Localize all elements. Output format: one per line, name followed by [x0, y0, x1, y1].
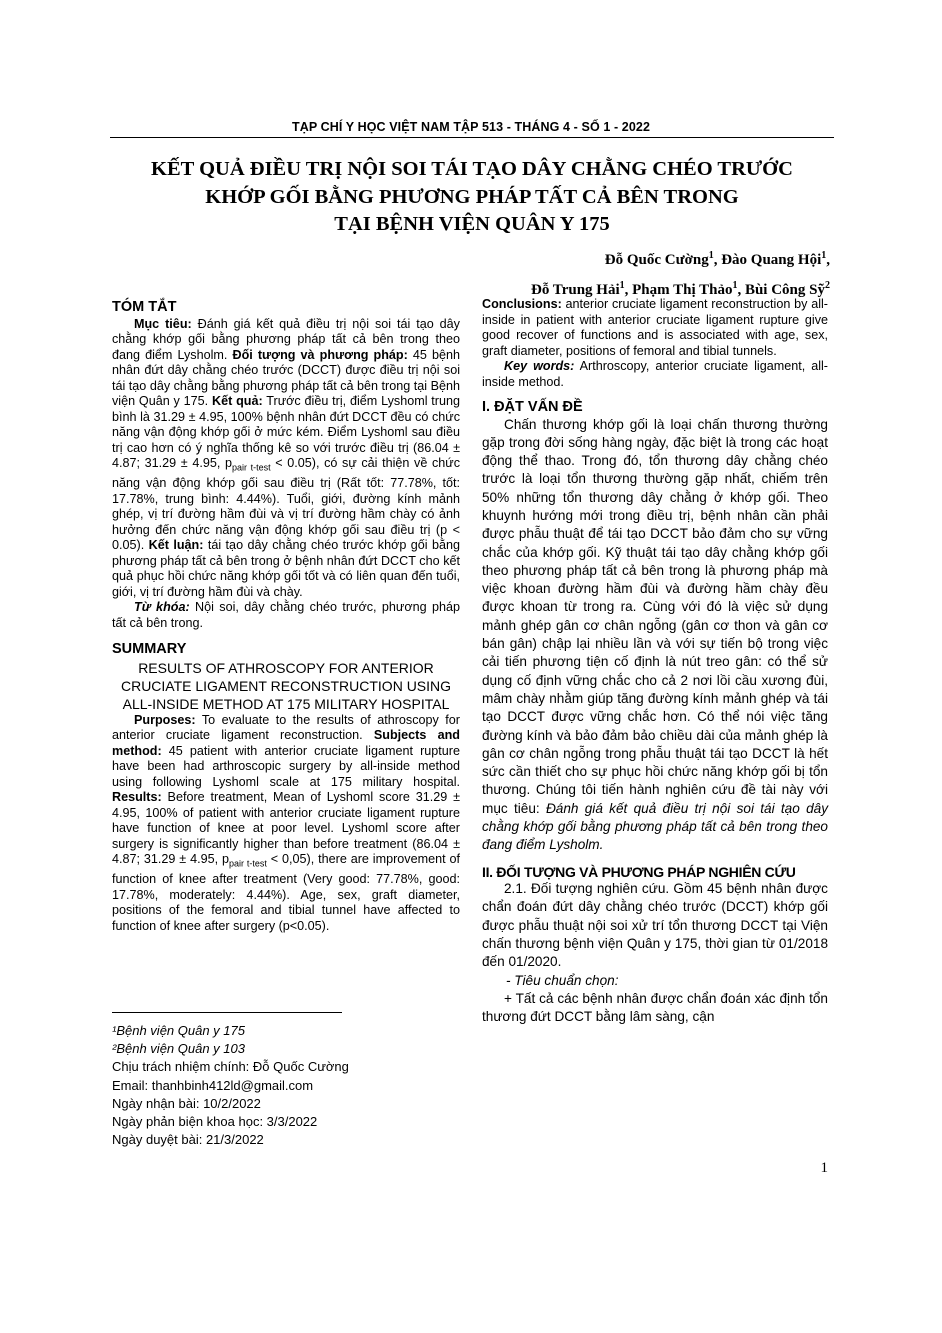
abstract-vi-heading: TÓM TẮT [112, 299, 177, 315]
keywords-en-label: Key words: [504, 359, 575, 373]
author-affiliation-mark: 2 [825, 280, 830, 291]
author-name: Đỗ Quốc Cường [604, 252, 709, 268]
page-number: 1 [820, 1160, 828, 1176]
section2-sub-text: Gồm 45 bệnh nhân được chẩn đoán đứt dây chằng chéo trước (DCCT) khớp gối được phẫu thuật nội soi xử trí tổn thương DCCT tại Viện chấn thương bệnh viện Quân y 175, thời gian từ 01/2018 đến 01/2020. [482, 881, 828, 970]
article-title [110, 156, 834, 239]
summary-heading: SUMMARY [112, 641, 187, 658]
journal-header: TẠP CHÍ Y HỌC VIỆT NAM TẬP 513 - THÁNG 4 - SỐ 1 - 2022 [291, 120, 651, 134]
summary-body [112, 713, 460, 935]
author-list [531, 243, 830, 303]
conclusion-label: Kết luận: [148, 538, 204, 553]
summary-body-cont [482, 297, 828, 359]
author-name: Bùi Công Sỹ [744, 282, 825, 298]
summary-title: RESULTS OF ATHROSCOPY FOR ANTERIOR CRUCIATE LIGAMENT RECONSTRUCTION USING ALL-INSIDE METHOD AT 175 MILITARY HOSPITAL [120, 659, 452, 712]
purposes-text: To evaluate to the results of athroscopy for anterior cruciate ligament reconstruction. [112, 712, 460, 743]
title-line-1: KẾT QUẢ ĐIỀU TRỊ NỘI SOI TÁI TẠO DÂY CHẰNG CHÉO TRƯỚC [151, 158, 793, 180]
author-line-1: Đỗ Quốc Cường$^1$, Đào Quang Hội$^1$, [604, 250, 830, 268]
section1-objective: Đánh giá kết quả điều trị nội soi tái tạo dây chằng khớp gối bằng phương pháp tất cả bên trong theo đang điểm Lysholm. [482, 800, 828, 853]
date-reviewed: Ngày phản biện khoa học: 3/3/2022 [112, 1114, 318, 1130]
results-text: Trước điều trị, điểm Lyshoml trung bình là 31.29 ± 4.95, 100% bệnh nhân đứt DCCT đều có chức năng vận động khớp gối ở mức kém. Điểm Lyshoml sau điều trị cao hơn có ý nghĩa thống kê so với trước điều trị (86.04 ± 4.87; 31.29 ± 4.95, p [112, 394, 461, 470]
affiliation-1: ¹Bệnh viện Quân y 175 [112, 1023, 245, 1038]
methods-label: Đối tượng và phương pháp: [232, 347, 408, 362]
header-rule [110, 137, 834, 138]
criteria-label: - Tiêu chuẩn chọn: [506, 972, 619, 988]
author-affiliation-mark: 1 [619, 280, 625, 291]
affiliation-2: ²Bệnh viện Quân y 103 [112, 1041, 245, 1057]
section2-sub-heading: 2.1. Đối tượng nghiên cứu. [504, 881, 670, 897]
results-text-cont: < 0.05), có sự cải thiện về chức năng vận động khớp gối sau điều trị (Rất tốt: 77.78%, tốt: 17.78%, trung bình: 4.44%). Tuổi, giới, đường kính mảnh ghép, vị trí đường hầm đùi và vị trí đường hầm chày có ảnh hưởng đến chức năng vận động khớp gối sau điều trị (p < 0.05). [112, 456, 461, 553]
summary-results-label: Results: [112, 790, 162, 805]
objective-label: Mục tiêu: [134, 316, 192, 331]
summary-results-subscript: pair t-test [229, 858, 267, 869]
conclusions-label: Conclusions: [482, 297, 562, 311]
conclusion-text: tái tạo dây chằng chéo trước khớp gối bằng phương pháp tất cả bên trong ở bệnh nhân đứt DCCT cho kết quả phục hồi chức năng khớp gối tốt và có liên quan đến tuổi, giới, vị trí đường hầm đùi và chày. [112, 538, 460, 599]
criteria-item: + Tất cả các bệnh nhân được chẩn đoán xác định tổn thương đứt DCCT bằng lâm sàng, cận [482, 990, 828, 1025]
conclusions-text: anterior cruciate ligament reconstruction by all-inside in patient with anterior cruciate ligament rupture give good recover of functions and is associated with age, sex, graft diameter, positions of femoral and tibial tunnels. [482, 297, 828, 358]
author-line-2: Đỗ Trung Hải$^1$, Phạm Thị Thảo$^1$, Bùi Công Sỹ$^2$ [530, 280, 830, 298]
keywords-vi [112, 600, 460, 631]
section2-heading: II. ĐỐI TƯỢNG VÀ PHƯƠNG PHÁP NGHIÊN CỨU [482, 863, 796, 880]
results-subscript: pair t-test [231, 462, 271, 473]
keywords-en [482, 359, 828, 390]
footnote-rule [112, 1012, 342, 1013]
summary-results-text-a: < 0,05), there are improvement of function of knee after treatment (Very good: 77.78%, good: 17.78%, moderately: 4.44%). Age, sex, graft diameter, positions of the femoral and tibial tunnel have affected to function of knee after surgery (p<0.05). [112, 852, 460, 933]
right-column [482, 297, 828, 1027]
objective-text: Đánh giá kết quả điều trị nội soi tái tạo dây chằng khớp gối bằng phương pháp tất cả bên trong theo đang điểm Lysholm. [112, 316, 460, 362]
footnotes [112, 1022, 460, 1149]
keywords-label: Từ khóa: [134, 600, 190, 615]
purposes-label: Purposes: [134, 712, 196, 727]
keywords-text: Nội soi, dây chằng chéo trước, phương pháp tất cả bên trong. [112, 600, 460, 630]
results-label: Kết quả: [212, 394, 263, 408]
section1-text: Chấn thương khớp gối là loại chấn thương thường gặp trong đời sống hàng ngày, đặc biệt là trong các hoạt động thể thao. Trong đó, tổn thương dây chằng chéo trước là loại tổn thương thường gặp nhất, chiếm trên 50% những tổn thương dây chằng ở khớp gối. Theo khuynh hướng mới trong điều trị, bệnh nhân cần phải được phẫu thuật để tái tạo DCCT bảo đảm cho sự vững chắc của khớp gối. Kỹ thuật tái tạo dây chằng khớp gối theo phương pháp tất cả bên trong là phương pháp mà việc khoan đường hầm đùi và đường hầm chày đều được khoan từ trong ra. Cùng với đó là việc sử dụng mảnh ghép gân cơ chân ngỗng (gân cơ thon và gân cơ bán gân) chập lại nhiều lần và với sự tiến bộ trong việc cải tiến phương tiện cố định là nút treo gân: có thể sử dụng cố định vững chắc cho cả 2 nơi lồi cầu xương đùi, mâm chày nhằm giúp tăng đường kính mảnh ghép và tái tạo DCCT được vững chắc hơn. Có thể nói việc tăng đường kính và bảo đảm bảo chiều dài của mảnh ghép là gân cơ chân ngỗng trong phẫu thuật tái tạo DCCT là hết sức cần thiết cho sự phục hồi chức năng khớp gối bị tổn thương. Chúng tôi tiến hành nghiên cứu đề tài này với mục tiêu: [482, 416, 828, 816]
author-name: Đào Quang Hội [721, 252, 822, 268]
left-column [112, 300, 460, 934]
author-affiliation-mark: 1 [732, 280, 738, 291]
author-name: Đỗ Trung Hải [530, 282, 620, 298]
section1-body [482, 416, 828, 855]
title-line-2: KHỚP GỐI BẰNG PHƯƠNG PHÁP TẤT CẢ BÊN TRONG [205, 185, 739, 208]
section1-heading: I. ĐẶT VẤN ĐỀ [482, 399, 583, 415]
title-line-3: TẠI BỆNH VIỆN QUÂN Y 175 [334, 213, 610, 235]
author-affiliation-mark: 1 [708, 250, 714, 261]
section2-body [482, 880, 828, 971]
date-accepted: Ngày duyệt bài: 21/3/2022 [112, 1132, 264, 1148]
author-name: Phạm Thị Thảo [632, 282, 733, 298]
corresponding-author: Chịu trách nhiệm chính: Đỗ Quốc Cường [112, 1059, 349, 1075]
date-received: Ngày nhận bài: 10/2/2022 [112, 1095, 261, 1111]
abstract-vi-body [112, 317, 460, 601]
keywords-en-text: Arthroscopy, anterior cruciate ligament, all-inside method. [482, 359, 828, 389]
methods-text: 45 bệnh nhân đứt dây chằng chéo trước (DCCT) được điều trị nội soi tái tạo dây chằng bằng phương pháp tất cả bên trong tại Bệnh viện Quân y 175. [112, 347, 460, 408]
subjects-label: Subjects and method: [112, 728, 460, 758]
subjects-text: 45 patient with anterior cruciate ligament rupture have been had arthroscopic surgery by all-inside method using following Lyshoml scale at 175 military hospital. [112, 743, 460, 789]
summary-results-text: Before treatment, Mean of Lyshoml score 31.29 ± 4.95, 100% of patient with anterior cruciate ligament rupture have function of knee at poor level. Lyshoml score after surgery is significantly higher than before treatment (86.04 ± 4.87; 31.29 ± 4.95, p [112, 790, 460, 867]
email: Email: thanhbinh412ld@gmail.com [112, 1077, 314, 1093]
author-affiliation-mark: 1 [821, 250, 827, 261]
